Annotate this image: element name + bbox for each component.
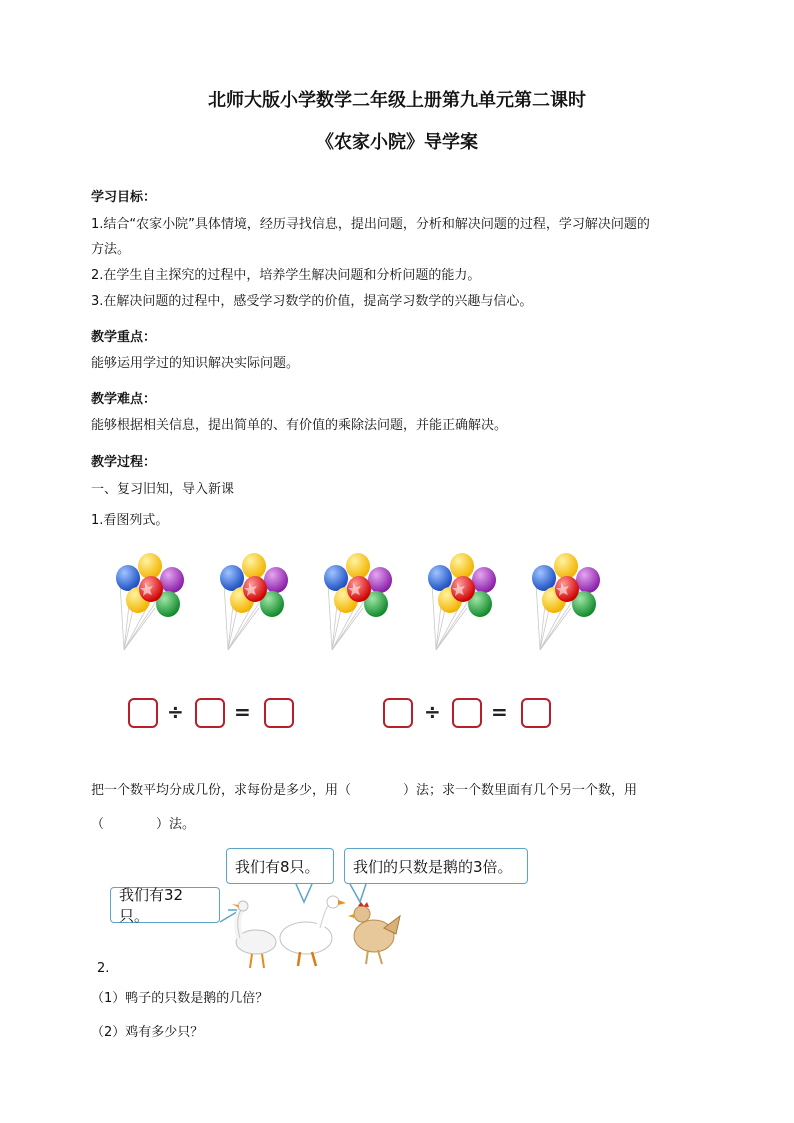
objective-2: 2.在学生自主探究的过程中，培养学生解决问题和分析问题的能力。 — [91, 268, 481, 283]
divide-sign: ÷ — [167, 700, 184, 724]
speech-text-chicken: 我们的只数是鹅的3倍。 — [353, 857, 513, 876]
goose-figure — [280, 896, 346, 966]
hen-figure — [348, 902, 400, 964]
question-2-2: （2）鸡有多少只？ — [91, 1025, 204, 1040]
speech-bubble-geese — [226, 848, 334, 884]
objectives-heading: 学习目标： — [91, 190, 157, 205]
equals-sign: = — [234, 700, 251, 724]
speech-text-ducks: 我们有32只。 — [119, 886, 184, 925]
answer-box[interactable] — [264, 698, 294, 728]
answer-box[interactable] — [195, 698, 225, 728]
answer-box[interactable] — [383, 698, 413, 728]
difficulty-heading: 教学难点： — [91, 392, 157, 407]
fill-blank-line-1: 把一个数平均分成几份，求每份是多少，用（ ）法；求一个数里面有几个另一个数，用 — [91, 783, 638, 798]
objective-3: 3.在解决问题的过程中，感受学习数学的价值，提高学习数学的兴趣与信心。 — [91, 294, 533, 309]
question-2-label: 2. — [97, 961, 110, 976]
process-heading: 教学过程： — [91, 455, 157, 470]
answer-box[interactable] — [128, 698, 158, 728]
objective-1b: 方法。 — [91, 242, 131, 257]
key-point-text: 能够运用学过的知识解决实际问题。 — [91, 356, 300, 371]
answer-box[interactable] — [452, 698, 482, 728]
objective-1a: 1.结合“农家小院”具体情境，经历寻找信息，提出问题，分析和解决问题的过程，学习解决问题的 — [91, 217, 650, 232]
speech-bubble-chicken — [344, 848, 528, 884]
section-1: 一、复习旧知，导入新课 — [91, 482, 235, 497]
birds-illustration — [228, 894, 408, 974]
answer-box[interactable] — [521, 698, 551, 728]
balloons-illustration — [110, 548, 620, 658]
divide-sign: ÷ — [424, 700, 441, 724]
difficulty-text: 能够根据相关信息，提出简单的、有价值的乘除法问题，并能正确解决。 — [91, 418, 508, 433]
page-title: 北师大版小学数学二年级上册第九单元第二课时 — [208, 90, 586, 111]
equals-sign: = — [491, 700, 508, 724]
speech-text-geese: 我们有8只。 — [235, 857, 320, 876]
duck-figure — [232, 901, 276, 968]
page-subtitle: 《农家小院》导学案 — [316, 132, 478, 153]
key-point-heading: 教学重点： — [91, 330, 157, 345]
question-1: 1.看图列式。 — [91, 513, 169, 528]
question-2-1: （1）鸭子的只数是鹅的几倍？ — [91, 991, 269, 1006]
fill-blank-line-2: （ ）法。 — [91, 817, 196, 832]
